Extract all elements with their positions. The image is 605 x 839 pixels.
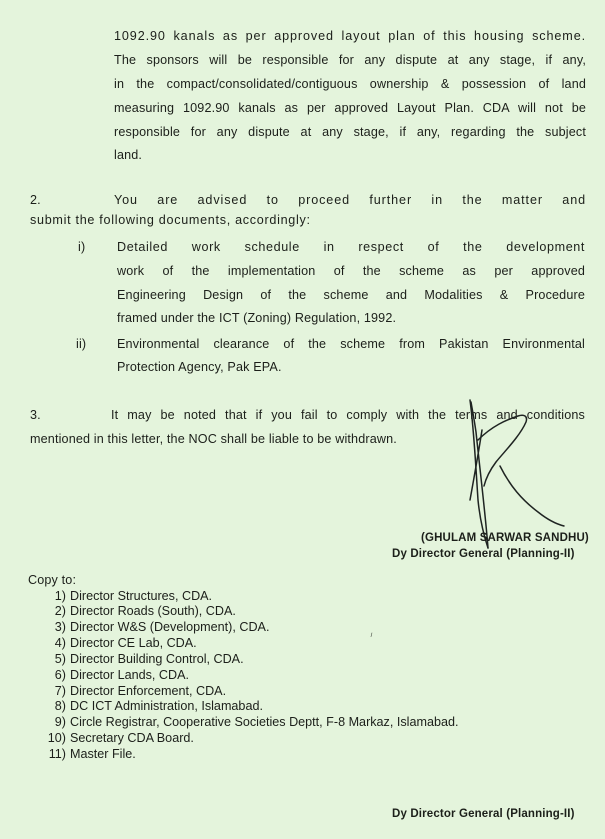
para3-line: It may be noted that if you fail to comply with the terms and conditions <box>111 408 585 422</box>
copy-to-heading: Copy to: <box>28 573 77 587</box>
item-line: Environmental clearance of the scheme from Pakistan Environmental <box>117 337 585 351</box>
para1-line: 1092.90 kanals as per approved layout plan of this housing scheme. <box>114 29 586 43</box>
list-item <box>44 620 269 634</box>
list-item-number: 8) <box>54 699 66 713</box>
list-item-text: DC ICT Administration, Islamabad. <box>70 699 263 713</box>
list-item-number: 2) <box>54 604 66 618</box>
item-line: Engineering Design of the scheme and Modalities & Procedure <box>117 288 585 302</box>
para2-number: 2. <box>30 193 41 207</box>
item-line: Protection Agency, Pak EPA. <box>117 360 282 374</box>
list-item-text: Secretary CDA Board. <box>70 731 194 745</box>
list-item-number: 3) <box>54 620 66 634</box>
para1-line: responsible for any dispute at any stage, if any, regarding the subject <box>114 125 586 139</box>
list-item-text: Director Structures, CDA. <box>70 589 213 603</box>
list-item-text: Circle Registrar, Cooperative Societies Deptt, F-8 Markaz, Islamabad. <box>70 715 459 729</box>
list-item-text: Director Enforcement, CDA. <box>70 684 227 698</box>
para1-line: in the compact/consolidated/contiguous ownership & possession of land <box>114 77 586 91</box>
para3-number: 3. <box>30 408 41 422</box>
list-item-number: 1) <box>54 589 66 603</box>
list-item-number: 9) <box>54 715 66 729</box>
list-item-text: Director Lands, CDA. <box>70 668 189 682</box>
list-item <box>44 747 136 761</box>
para3-line: mentioned in this letter, the NOC shall be liable to be withdrawn. <box>30 432 397 446</box>
list-item-number: 5) <box>54 652 66 666</box>
list-item <box>44 715 458 729</box>
list-item <box>44 731 194 745</box>
para1-line: The sponsors will be responsible for any dispute at any stage, if any, <box>114 53 586 67</box>
signatory-name: (GHULAM SARWAR SANDHU) <box>421 532 589 544</box>
stray-mark-icon: ⸝ <box>366 627 376 639</box>
list-item <box>44 668 189 682</box>
list-item-number: 6) <box>54 668 66 682</box>
item-line: framed under the ICT (Zoning) Regulation, 1992. <box>117 311 397 325</box>
footer-title: Dy Director General (Planning-II) <box>392 808 575 820</box>
item-marker: i) <box>78 240 86 254</box>
item-line: work of the implementation of the scheme as per approved <box>117 264 585 278</box>
item-line: Detailed work schedule in respect of the development <box>117 240 585 254</box>
para2-line: You are advised to proceed further in the matter and <box>114 193 586 207</box>
list-item-number: 11) <box>48 747 66 761</box>
list-item <box>44 699 263 713</box>
list-item <box>44 604 236 618</box>
list-item-number: 4) <box>54 636 66 650</box>
para1-line: land. <box>114 148 143 162</box>
list-item <box>44 652 244 666</box>
para2-line: submit the following documents, accordingly: <box>30 213 311 227</box>
list-item-text: Director CE Lab, CDA. <box>70 636 197 650</box>
list-item-text: Director Roads (South), CDA. <box>70 604 236 618</box>
list-item <box>44 636 197 650</box>
list-item-text: Director W&S (Development), CDA. <box>70 620 270 634</box>
signatory-title: Dy Director General (Planning-II) <box>392 548 575 560</box>
list-item-number: 7) <box>54 684 66 698</box>
para1-line: measuring 1092.90 kanals as per approved Layout Plan. CDA will not be <box>114 101 586 115</box>
list-item-text: Master File. <box>70 747 136 761</box>
list-item <box>44 684 226 698</box>
list-item-text: Director Building Control, CDA. <box>70 652 244 666</box>
item-marker: ii) <box>76 337 87 351</box>
list-item-number: 10) <box>47 731 66 745</box>
list-item <box>44 589 212 603</box>
